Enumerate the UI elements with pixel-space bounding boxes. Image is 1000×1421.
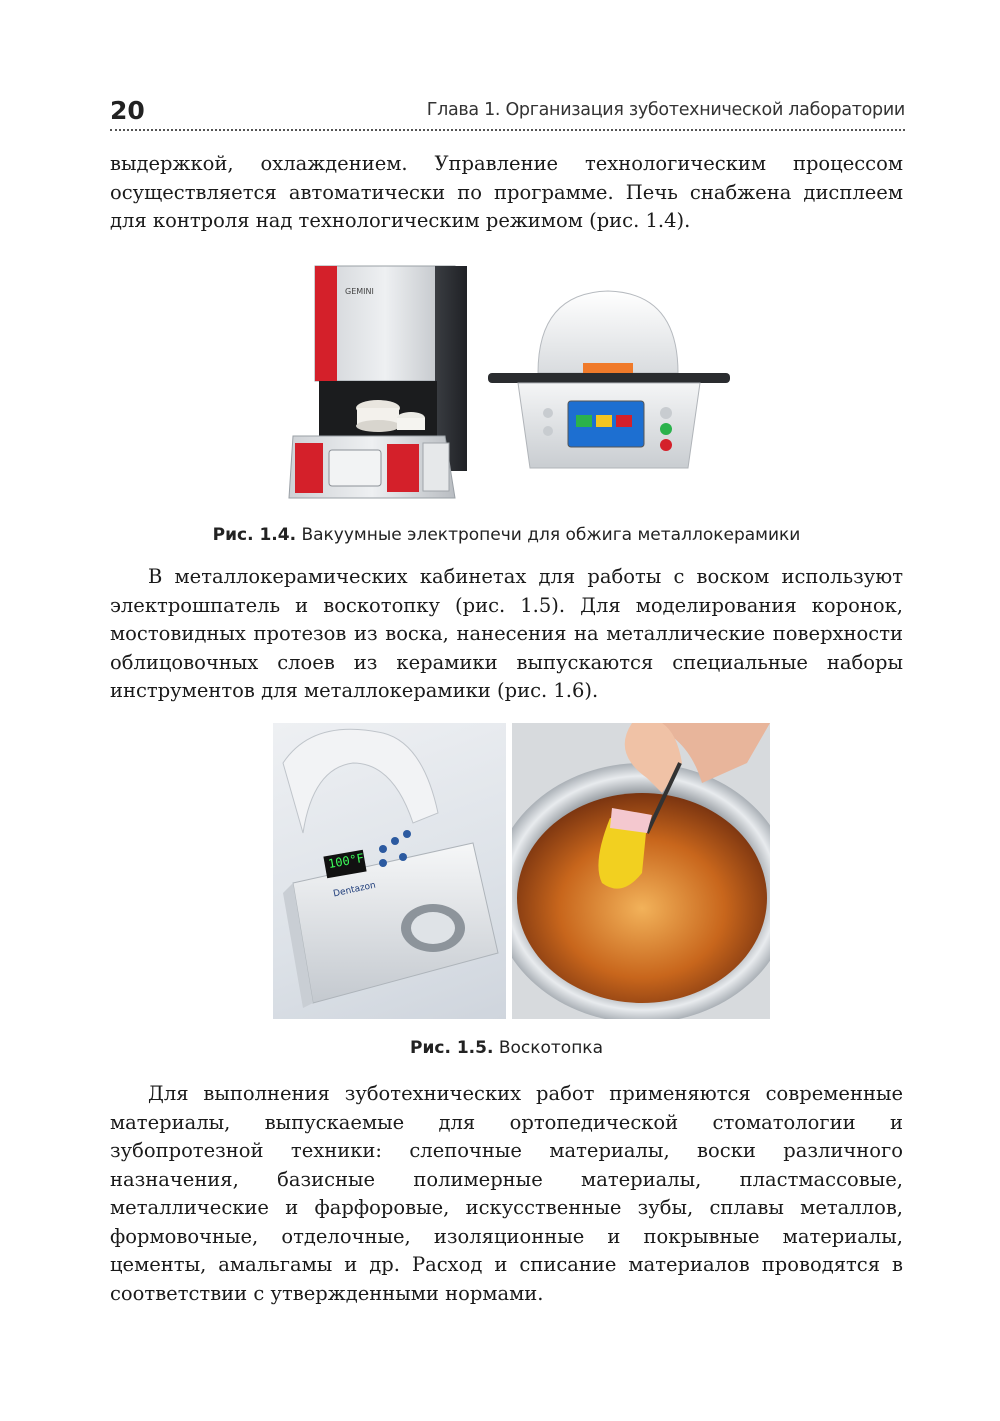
running-head [110,96,905,134]
device-brand-label: Dentazon [332,880,377,900]
paragraph-materials: Для выполнения зуботехнических работ применяются современные материалы, выпускаемые для ортопедической стоматологии и зубопротезной техники: слепочные материалы, воски различного назначения, базисные полимерные материалы, пластмассовые, металлические и фарфоровые, искусственные зубы, сплавы металлов, формовочные, отделочные, изоляционные и покрывные материалы, цементы, амальгамы и др. Расход и списание материалов проводятся в соответствии с утвержденными нормами. [110,1082,903,1305]
header-dotted-rule [110,129,905,131]
dome-furnace-image [488,283,730,483]
figure-caption-text: Воскотопка [498,1038,603,1058]
figure-label: Рис. 1.4. [212,525,297,545]
paragraph-continuation: выдержкой, охлаждением. Управление технологическим процессом осуществляется автоматически по программе. Печь снабжена дисплеем для контроля над технологическим режимом (рис. 1.4). [110,152,903,232]
molten-wax-pot-image [512,723,770,1019]
vertical-furnace-image [285,258,475,508]
svg-text:GEMINI: GEMINI [345,287,374,296]
figure-caption-text: Вакуумные электропечи для обжига металлокерамики [301,525,801,545]
page-number: 20 [110,96,145,125]
paragraph-wax-tools: В металлокерамических кабинетах для работы с воском используют электрошпатель и воскотопку (рис. 1.5). Для моделирования коронок, мостовидных протезов из воска, нанесения на металлические поверхности облицовочных слоев из керамики выпускаются специальные наборы инструментов для металлокерамики (рис. 1.6). [110,565,903,702]
figure-label: Рис. 1.5. [410,1038,494,1058]
wax-heater-device-image [273,723,506,1019]
figure-caption-1-4 [110,525,903,545]
device-display-readout: 100°F [327,850,366,872]
chapter-title: Глава 1. Организация зуботехнической лаборатории [426,100,905,120]
figure-caption-1-5 [110,1038,903,1058]
